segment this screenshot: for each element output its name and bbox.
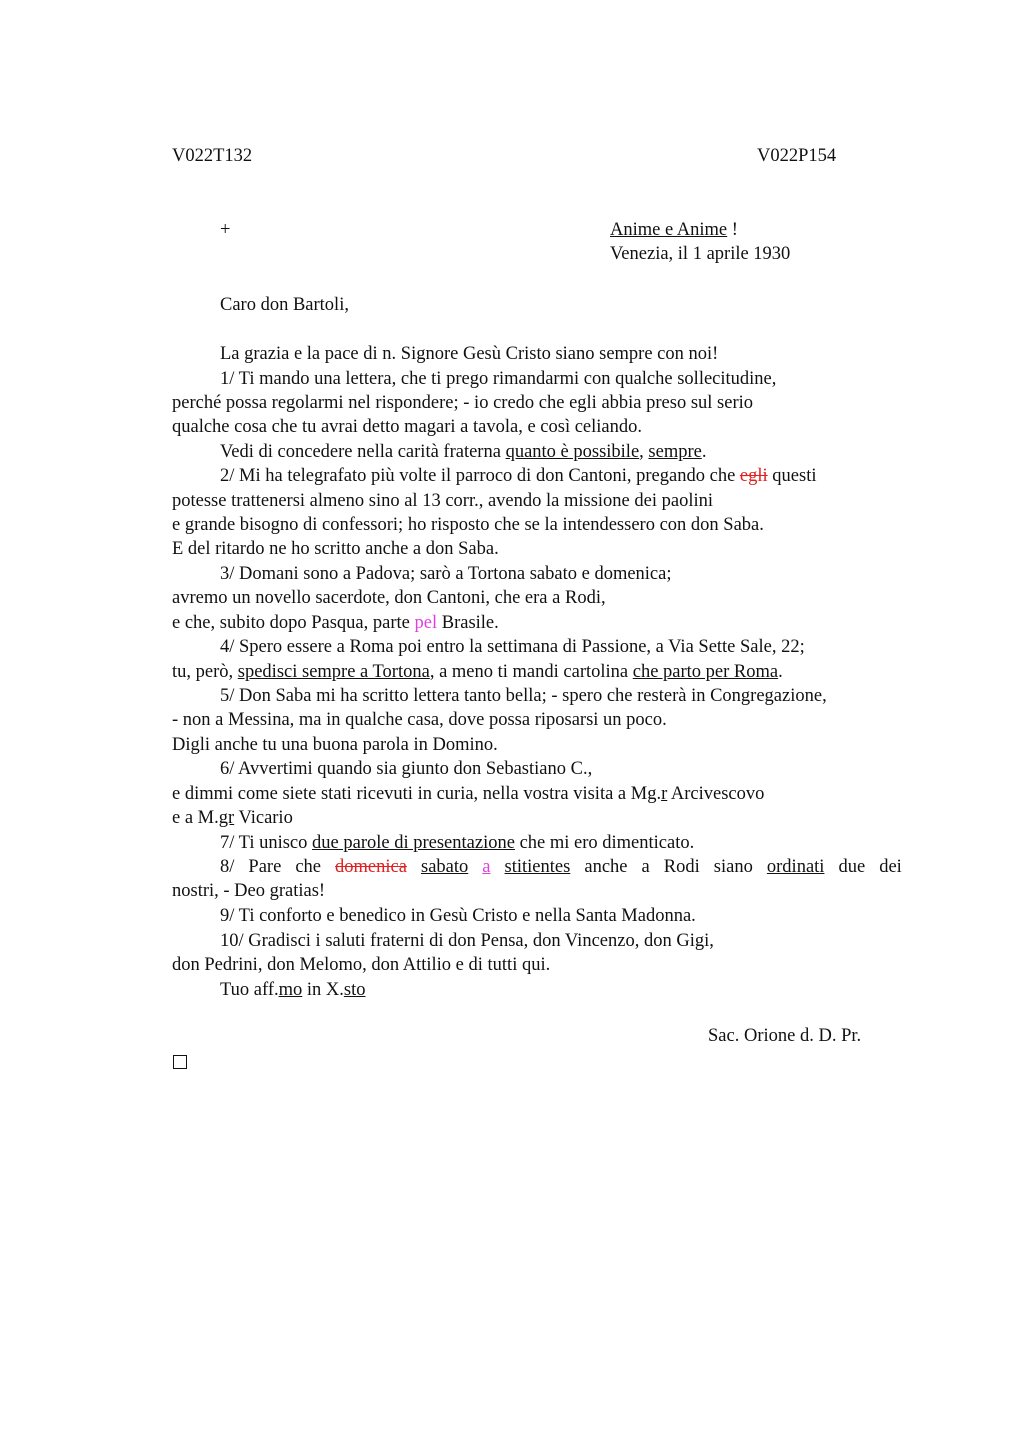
inserted-word: a [482,857,491,877]
body-line: e a M.gr Vicario [172,808,293,828]
body-line: potesse trattenersi almeno sino al 13 corr., avendo la missione dei paolini [172,491,713,511]
motto-text: Anime e Anime [610,220,728,240]
body-line: 3/ Domani sono a Padova; sarò a Tortona sabato e domenica; [220,564,672,584]
body-line: La grazia e la pace di n. Signore Gesù Cristo siano sempre con noi! [220,344,719,364]
body-line: 2/ Mi ha telegrafato più volte il parroco di don Cantoni, pregando che egli questi [220,466,817,486]
body-line: - non a Messina, ma in qualche casa, dove possa riposarsi un poco. [172,710,667,730]
signature: Sac. Orione d. D. Pr. [708,1026,862,1046]
inserted-word: pel [414,613,438,633]
body-line: 4/ Spero essere a Roma poi entro la settimana di Passione, a Via Sette Sale, 22; [220,637,805,657]
motto [610,220,738,241]
body-line: Digli anche tu una buona parola in Domino. [172,735,498,755]
body-line: nostri, - Deo gratias! [172,881,326,901]
body-line: Vedi di concedere nella carità fraterna quanto è possibile, sempre. [220,442,707,462]
body-line: 10/ Gradisci i saluti fraterni di don Pensa, don Vincenzo, don Gigi, [220,931,714,951]
body-line: perché possa regolarmi nel rispondere; - io credo che egli abbia preso sul serio [172,393,753,413]
greeting: Caro don Bartoli, [220,295,349,315]
motto-mark: ! [731,220,738,240]
body-line: 6/ Avvertimi quando sia giunto don Sebastiano C., [220,759,593,779]
body-line: 1/ Ti mando una lettera, che ti prego rimandarmi con qualche sollecitudine, [220,369,777,389]
body-line: e che, subito dopo Pasqua, parte pel Brasile. [172,613,499,633]
body-line-justified: 8/ Pare che domenica sabato a stitientes anche a Rodi siano ordinati due dei [220,857,902,877]
body-line: 9/ Ti conforto e benedico in Gesù Cristo e nella Santa Madonna. [220,906,696,926]
body-line: E del ritardo ne ho scritto anche a don Saba. [172,539,499,559]
body-line: e dimmi come siete stati ricevuti in curia, nella vostra visita a Mg.r Arcivescovo [172,784,765,804]
body-line: don Pedrini, don Melomo, don Attilio e di tutti qui. [172,955,551,975]
document-code-left: V022T132 [172,146,253,166]
closing-line: Tuo aff.mo in X.sto [220,980,366,1000]
body-line: avremo un novello sacerdote, don Cantoni, che era a Rodi, [172,588,606,608]
document-code-right: V022P154 [757,146,837,166]
body-line: tu, però, spedisci sempre a Tortona, a meno ti mandi cartolina che parto per Roma. [172,662,783,682]
body-line: e grande bisogno di confessori; ho risposto che se la intendessero con don Saba. [172,515,764,535]
deleted-word: egli [739,466,768,486]
square-icon [173,1055,187,1069]
body-line: 7/ Ti unisco due parole di presentazione che mi ero dimenticato. [220,833,695,853]
deleted-word: domenica [335,857,407,877]
cross-mark: + [220,220,231,240]
body-line: qualche cosa che tu avrai detto magari a tavola, e così celiando. [172,417,642,437]
place-date: Venezia, il 1 aprile 1930 [610,244,791,264]
body-line: 5/ Don Saba mi ha scritto lettera tanto bella; - spero che resterà in Congregazione, [220,686,827,706]
